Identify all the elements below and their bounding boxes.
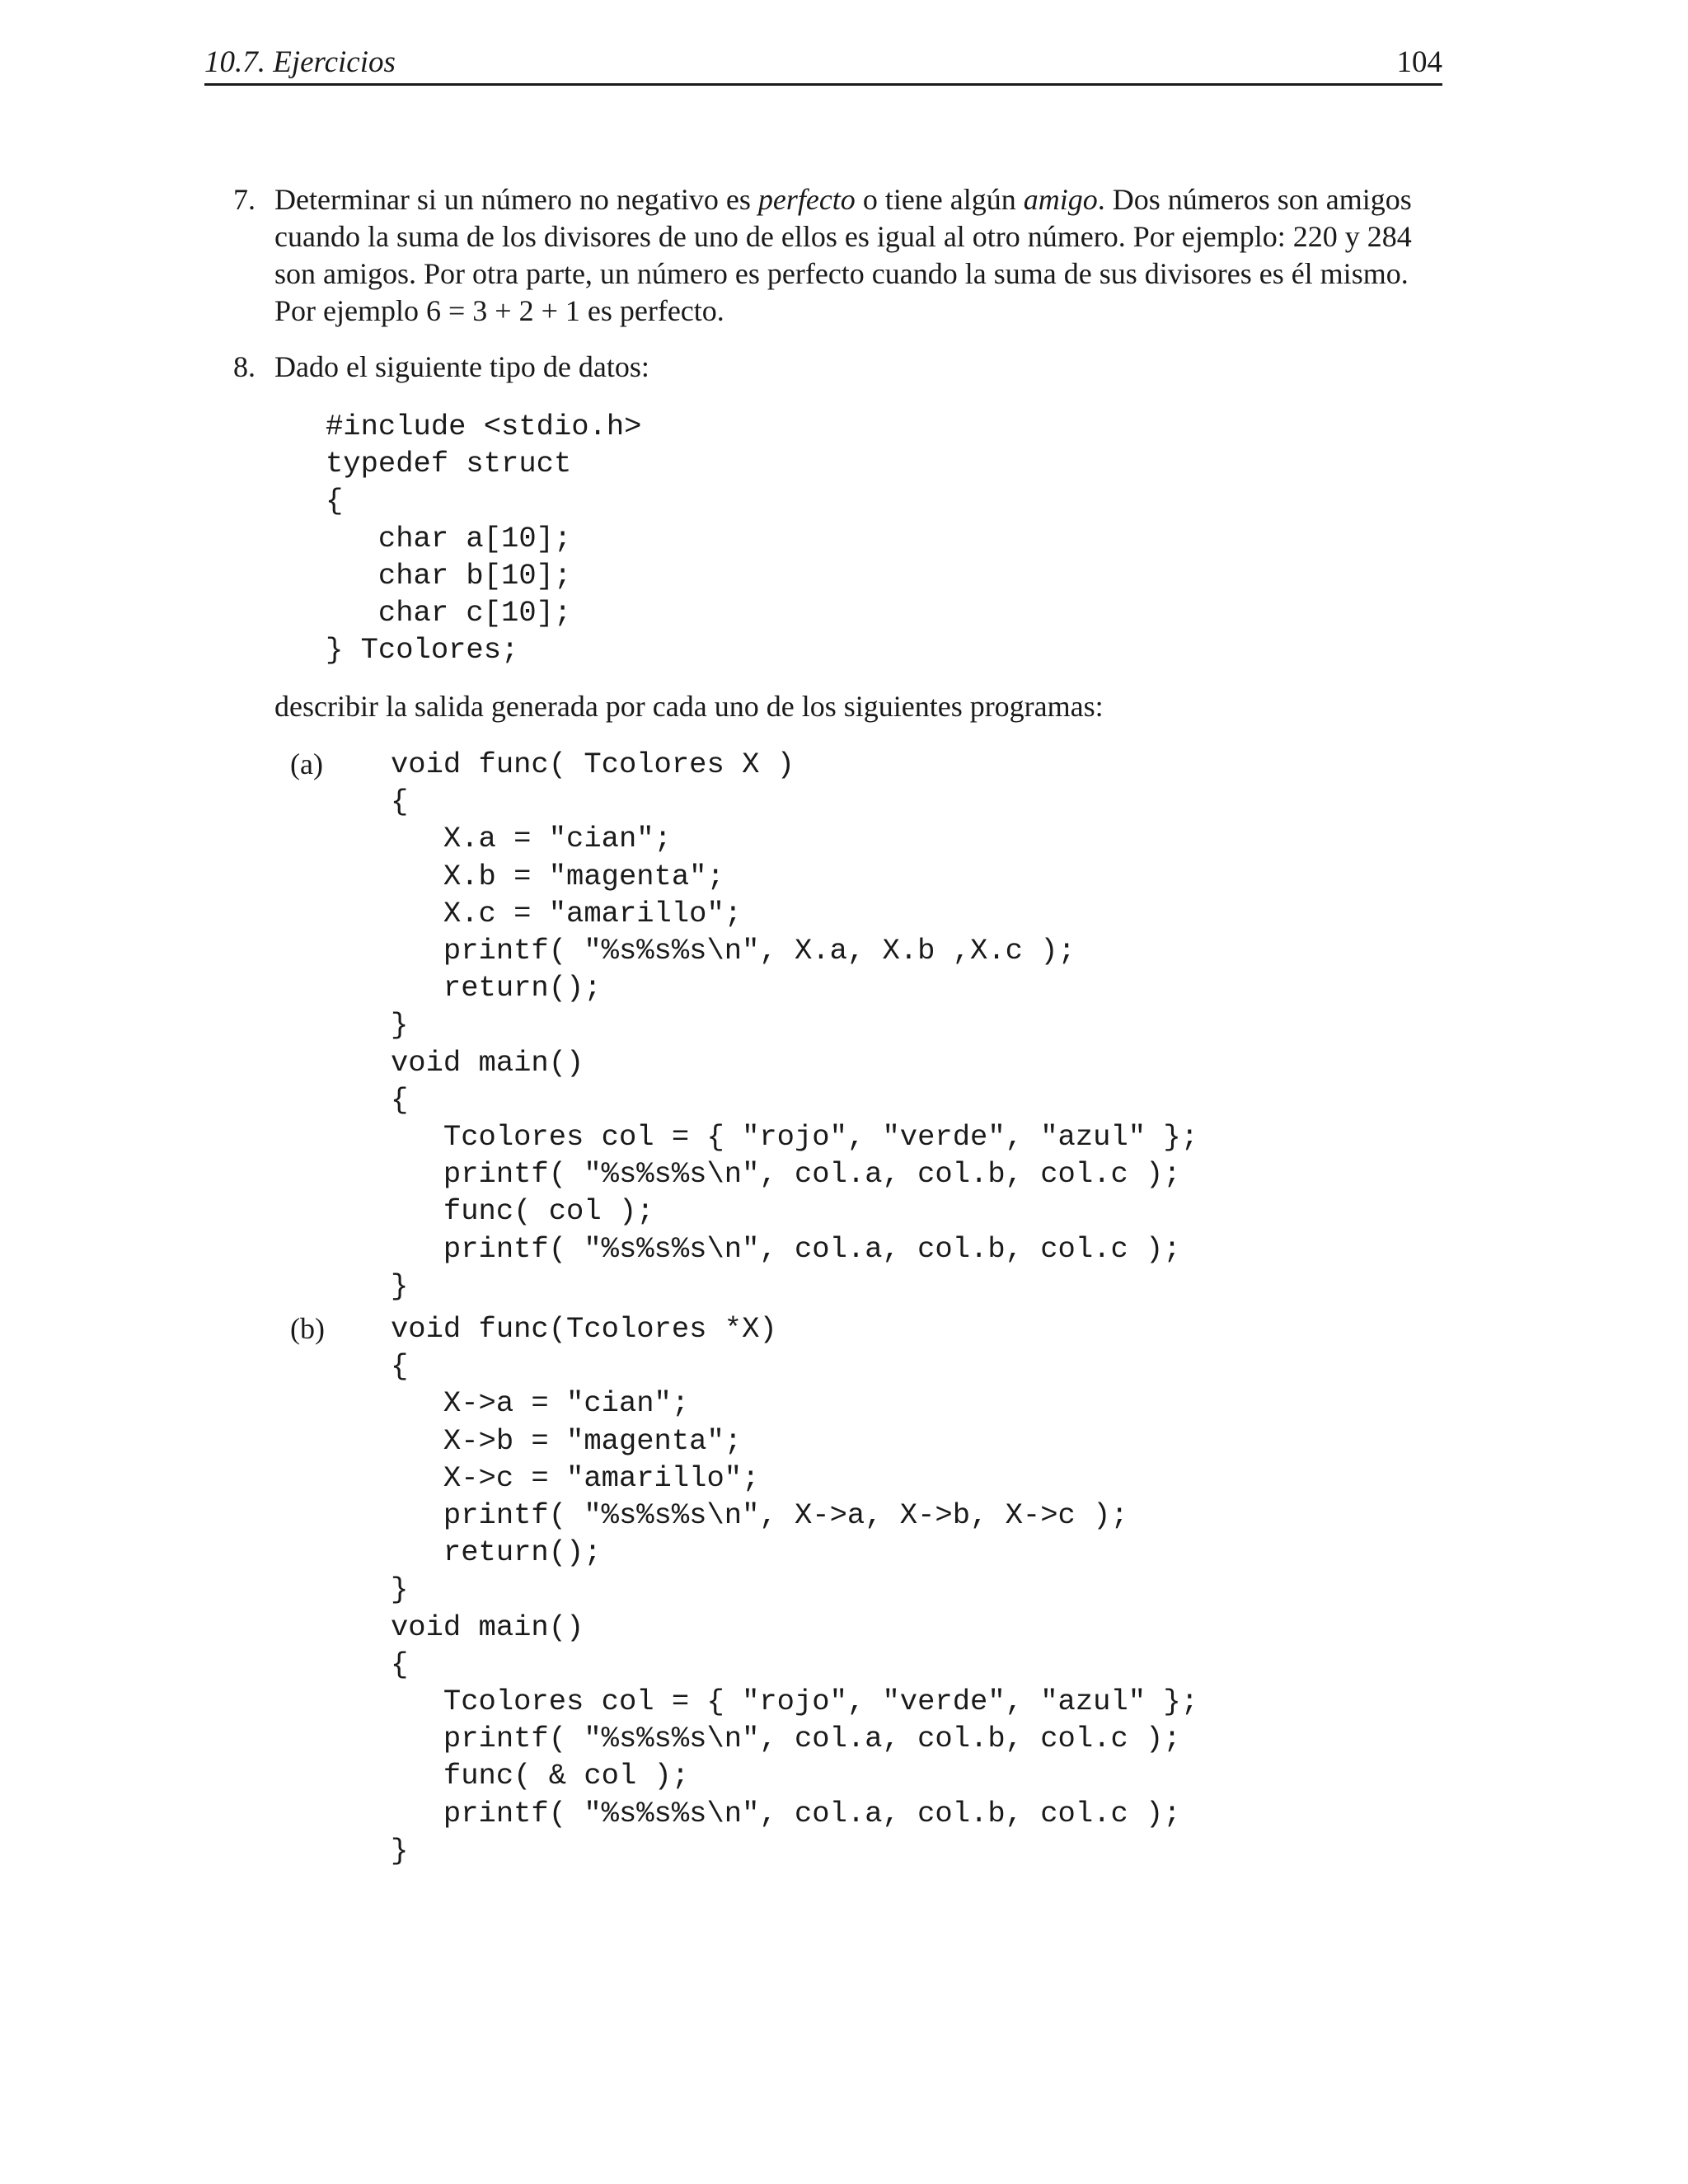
type-code-line: { bbox=[326, 484, 344, 518]
exercise-7-line-4: Por ejemplo 6 = 3 + 2 + 1 es perfecto. bbox=[274, 294, 724, 327]
exercise-7-line-1: Determinar si un número no negativo es perfecto o tiene algún amigo. Dos números son amigos bbox=[274, 183, 1412, 216]
type-definition-code bbox=[326, 408, 641, 668]
program-b-code-line: X->c = "amarillo"; bbox=[391, 1460, 760, 1495]
program-b-code-line: return(); bbox=[391, 1535, 602, 1570]
program-b-code-line: printf( "%s%s%s\n", col.a, col.b, col.c ); bbox=[391, 1796, 1181, 1830]
exercise-7-text bbox=[274, 181, 1412, 330]
program-b-code-line: void func(Tcolores *X) bbox=[391, 1312, 777, 1346]
program-b-code-line: X->b = "magenta"; bbox=[391, 1423, 743, 1458]
program-b-code-line: printf( "%s%s%s\n", col.a, col.b, col.c ); bbox=[391, 1722, 1181, 1756]
type-code-line: #include <stdio.h> bbox=[326, 410, 642, 443]
program-b-code-line: } bbox=[391, 1572, 409, 1607]
program-a-code-line: void main() bbox=[391, 1045, 584, 1080]
program-b-code-line: Tcolores col = { "rojo", "verde", "azul" }; bbox=[391, 1685, 1198, 1719]
program-b-code-line: { bbox=[391, 1349, 409, 1384]
type-code-line: char a[10]; bbox=[326, 521, 572, 555]
program-a-code-line: printf( "%s%s%s\n", col.a, col.b, col.c ); bbox=[391, 1231, 1181, 1266]
type-code-line: } Tcolores; bbox=[326, 633, 519, 668]
program-b-label: (b) bbox=[290, 1312, 325, 1345]
page-number: 104 bbox=[1396, 45, 1442, 79]
section-title: 10.7. Ejercicios bbox=[204, 45, 396, 79]
program-b-code-line: void main() bbox=[391, 1610, 584, 1644]
program-a-code-line: void func( Tcolores X ) bbox=[391, 748, 795, 781]
program-a-code-line: Tcolores col = { "rojo", "verde", "azul" }; bbox=[391, 1120, 1198, 1155]
program-b-code-line: X->a = "cian"; bbox=[391, 1386, 690, 1421]
program-a-code-line: printf( "%s%s%s\n", X.a, X.b ,X.c ); bbox=[391, 934, 1076, 968]
program-a-code-line: } bbox=[391, 1008, 409, 1043]
program-a-label: (a) bbox=[290, 748, 323, 780]
program-b-code-line: printf( "%s%s%s\n", X->a, X->b, X->c ); bbox=[391, 1498, 1128, 1533]
program-b-code-line: { bbox=[391, 1647, 409, 1681]
exercise-8-number: 8. bbox=[233, 350, 256, 383]
program-a-code-line: printf( "%s%s%s\n", col.a, col.b, col.c ); bbox=[391, 1157, 1181, 1192]
running-header bbox=[204, 43, 1442, 86]
exercise-8-intro: Dado el siguiente tipo de datos: bbox=[274, 350, 649, 383]
exercise-7-line-3: son amigos. Por otra parte, un número es perfecto cuando la suma de sus divisores es él mismo. bbox=[274, 257, 1409, 290]
program-a-code bbox=[391, 746, 1198, 1305]
program-b-code-line: func( & col ); bbox=[391, 1759, 690, 1793]
type-code-line: char c[10]; bbox=[326, 596, 572, 630]
program-a-code-line: return(); bbox=[391, 971, 602, 1005]
type-code-line: char b[10]; bbox=[326, 558, 572, 593]
program-b-code bbox=[391, 1310, 1198, 1869]
program-a-code-line: } bbox=[391, 1268, 409, 1303]
exercise-7-number: 7. bbox=[233, 183, 256, 216]
program-a-code-line: X.a = "cian"; bbox=[391, 822, 672, 856]
program-a-code-line: func( col ); bbox=[391, 1194, 654, 1229]
program-a-code-line: X.c = "amarillo"; bbox=[391, 896, 743, 930]
exercise-8-instruction: describir la salida generada por cada uno de los siguientes programas: bbox=[274, 690, 1104, 723]
program-a-code-line: { bbox=[391, 785, 409, 819]
program-b-code-line: } bbox=[391, 1833, 409, 1868]
program-a-code-line: { bbox=[391, 1082, 409, 1117]
exercise-7-line-2: cuando la suma de los divisores de uno de ellos es igual al otro número. Por ejemplo: 220 y 284 bbox=[274, 220, 1412, 253]
program-a-code-line: X.b = "magenta"; bbox=[391, 859, 724, 893]
type-code-line: typedef struct bbox=[326, 447, 572, 481]
